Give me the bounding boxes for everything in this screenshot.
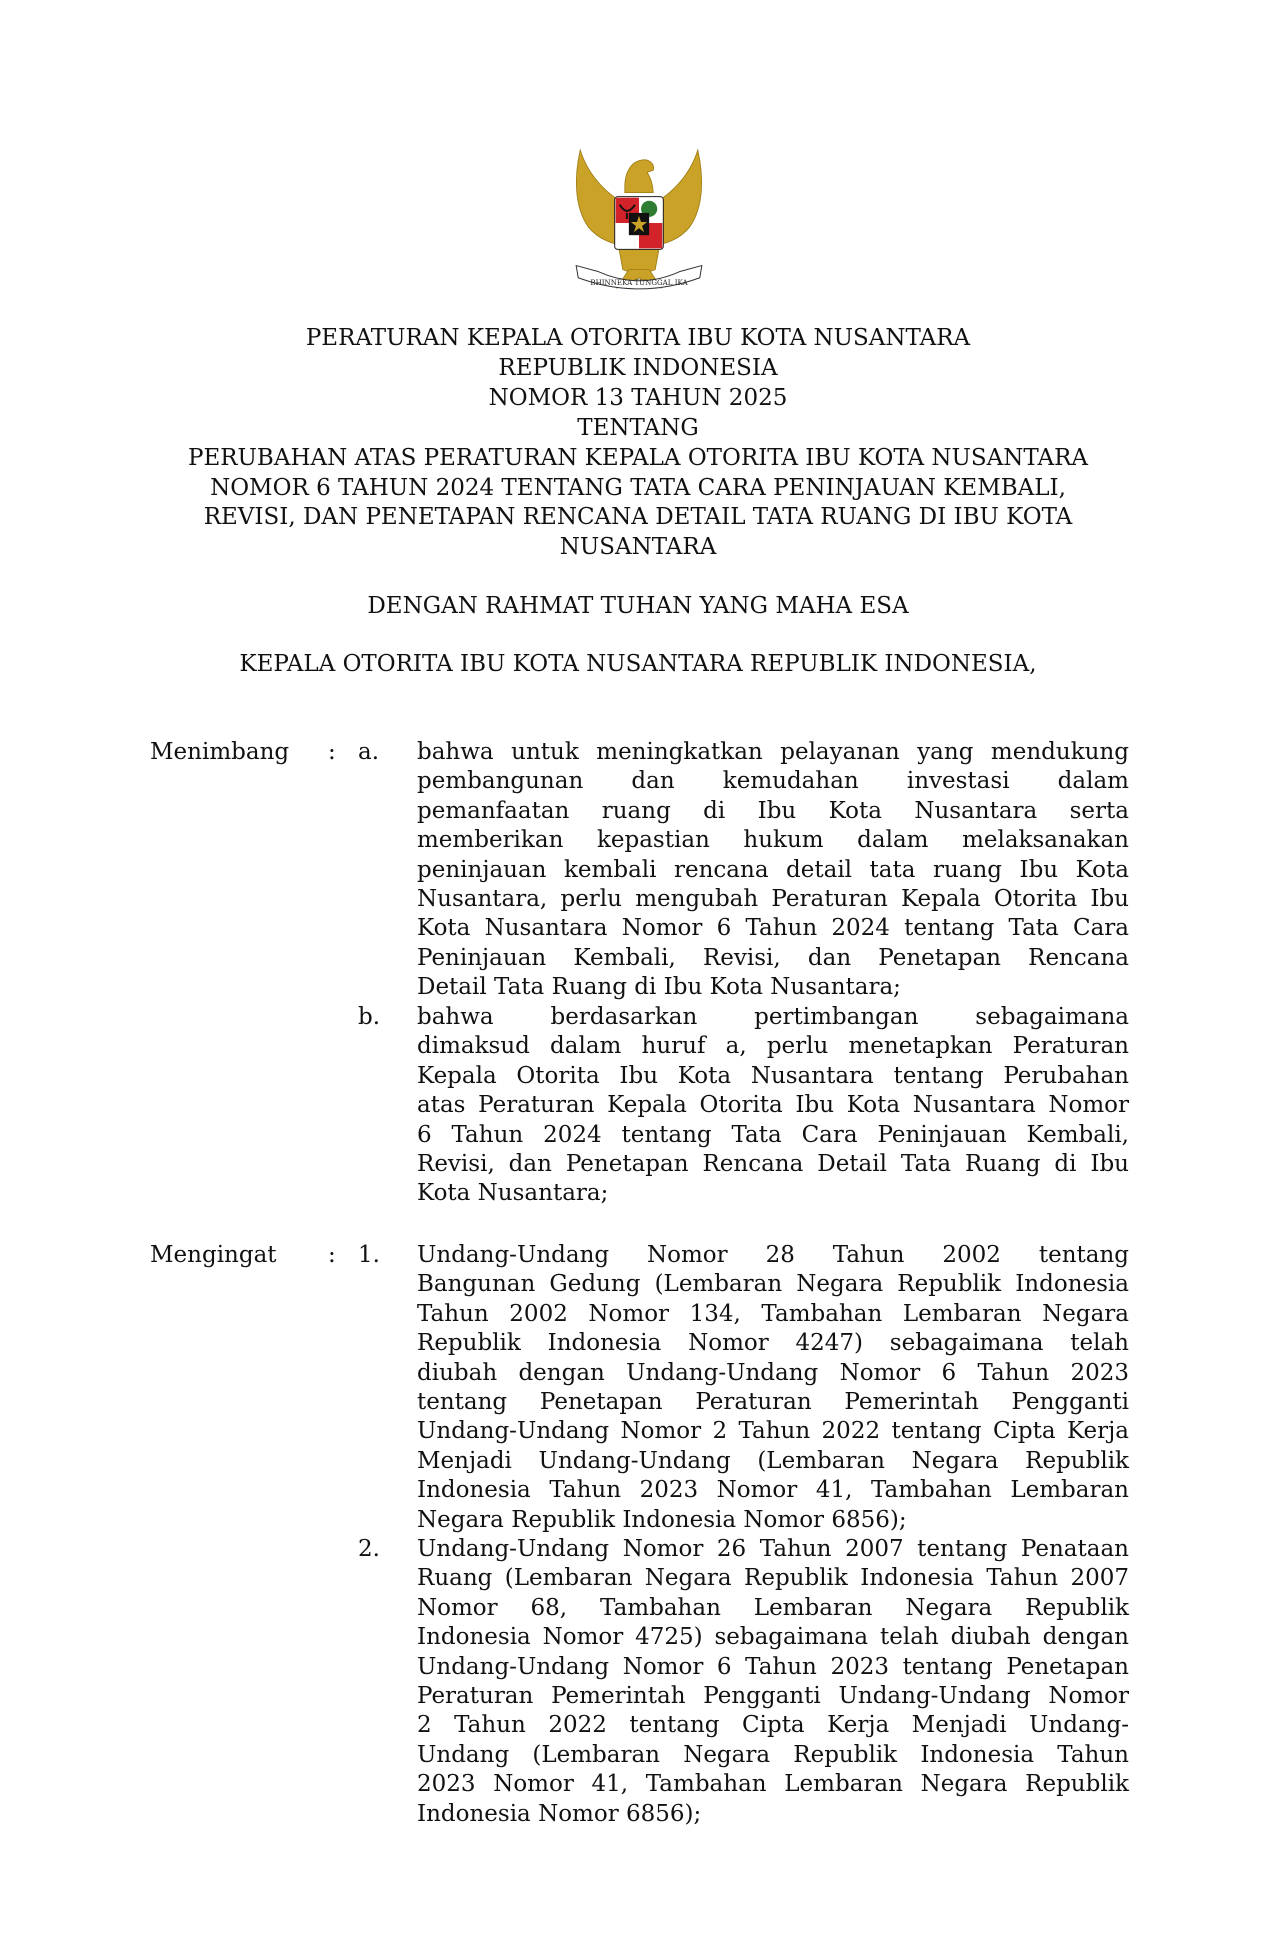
text-line: 2 Tahun 2022 tentang Cipta Kerja Menjadi Undang- [417, 1712, 1129, 1739]
item-paragraph [417, 738, 1129, 1003]
section-label: Menimbang [150, 739, 290, 765]
item-marker: 1. [358, 1242, 380, 1268]
text-line: Negara Republik Indonesia Nomor 6856); [417, 1506, 907, 1533]
text-line: Kota Nusantara Nomor 6 Tahun 2024 tentang Tata Cara [417, 915, 1129, 942]
text-line: pembangunan dan kemudahan investasi dalam [417, 768, 1129, 795]
item-paragraph [417, 1241, 1129, 1535]
title-line: NOMOR 6 TAHUN 2024 TENTANG TATA CARA PENINJAUAN KEMBALI, [210, 474, 1066, 501]
title-line: REVISI, DAN PENETAPAN RENCANA DETAIL TATA RUANG DI IBU KOTA [203, 504, 1073, 531]
text-line: Kepala Otorita Ibu Kota Nusantara tentang Perubahan [417, 1062, 1129, 1089]
title-line: NUSANTARA [559, 534, 717, 561]
blessing-line: DENGAN RAHMAT TUHAN YANG MAHA ESA [367, 593, 909, 619]
item-marker: 2. [358, 1536, 380, 1562]
text-line: Undang (Lembaran Negara Republik Indonesia Tahun [417, 1741, 1129, 1768]
text-line: Nomor 68, Tambahan Lembaran Negara Republik [417, 1594, 1129, 1621]
text-line: atas Peraturan Kepala Otorita Ibu Kota Nusantara Nomor [417, 1092, 1129, 1119]
section-colon: : [328, 1242, 336, 1268]
text-line: pemanfaatan ruang di Ibu Kota Nusantara serta [417, 797, 1129, 824]
text-line: Republik Indonesia Nomor 4247) sebagaimana telah [417, 1330, 1129, 1357]
text-line: peninjauan kembali rencana detail tata ruang Ibu Kota [417, 856, 1129, 883]
item-marker: b. [358, 1004, 381, 1030]
text-line: tentang Penetapan Peraturan Pemerintah Pengganti [417, 1388, 1129, 1415]
title-line: REPUBLIK INDONESIA [498, 354, 778, 381]
text-line: Undang-Undang Nomor 2 Tahun 2022 tentang Cipta Kerja [417, 1418, 1129, 1445]
title-line: PERUBAHAN ATAS PERATURAN KEPALA OTORITA IBU KOTA NUSANTARA [187, 444, 1089, 471]
text-line: Indonesia Tahun 2023 Nomor 41, Tambahan Lembaran [417, 1477, 1129, 1504]
section-colon: : [328, 739, 336, 765]
text-line: Detail Tata Ruang di Ibu Kota Nusantara; [417, 974, 901, 1001]
text-line: Peninjauan Kembali, Revisi, dan Penetapan Rencana [417, 944, 1129, 971]
text-line: diubah dengan Undang-Undang Nomor 6 Tahun 2023 [417, 1359, 1129, 1386]
text-line: Ruang (Lembaran Negara Republik Indonesia Tahun 2007 [417, 1565, 1129, 1592]
text-line: Kota Nusantara; [417, 1180, 609, 1207]
text-line: Nusantara, perlu mengubah Peraturan Kepala Otorita Ibu [417, 885, 1129, 912]
svg-text:BHINNEKA TUNGGAL IKA: BHINNEKA TUNGGAL IKA [590, 277, 688, 287]
text-line: Undang-Undang Nomor 28 Tahun 2002 tentang [417, 1242, 1129, 1268]
title-line: TENTANG [577, 414, 699, 441]
section-label: Mengingat [150, 1242, 277, 1268]
text-line: Peraturan Pemerintah Pengganti Undang-Undang Nomor [417, 1682, 1129, 1709]
text-line: Bangunan Gedung (Lembaran Negara Republik Indonesia [417, 1271, 1129, 1298]
text-line: memberikan kepastian hukum dalam melaksanakan [417, 827, 1129, 854]
text-line: Undang-Undang Nomor 26 Tahun 2007 tentang Penataan [417, 1536, 1129, 1562]
text-line: Revisi, dan Penetapan Rencana Detail Tata Ruang di Ibu [417, 1150, 1129, 1177]
authority-line: KEPALA OTORITA IBU KOTA NUSANTARA REPUBLIK INDONESIA, [239, 651, 1037, 677]
item-paragraph [417, 1003, 1129, 1209]
text-line: Menjadi Undang-Undang (Lembaran Negara Republik [417, 1447, 1129, 1474]
text-line: Indonesia Nomor 6856); [417, 1800, 702, 1827]
text-line: 6 Tahun 2024 tentang Tata Cara Peninjauan Kembali, [417, 1121, 1129, 1148]
text-line: 2023 Nomor 41, Tambahan Lembaran Negara Republik [417, 1771, 1129, 1798]
text-line: bahwa untuk meningkatkan pelayanan yang mendukung [417, 739, 1129, 765]
text-line: bahwa berdasarkan pertimbangan sebagaimana [417, 1004, 1129, 1030]
title-line: PERATURAN KEPALA OTORITA IBU KOTA NUSANTARA [305, 325, 971, 351]
garuda-pancasila-emblem [568, 146, 710, 298]
text-line: dimaksud dalam huruf a, perlu menetapkan Peraturan [417, 1033, 1129, 1060]
text-line: Tahun 2002 Nomor 134, Tambahan Lembaran Negara [417, 1300, 1129, 1327]
text-line: Indonesia Nomor 4725) sebagaimana telah diubah dengan [417, 1624, 1129, 1651]
text-line: Undang-Undang Nomor 6 Tahun 2023 tentang Penetapan [417, 1653, 1129, 1680]
item-paragraph [417, 1535, 1129, 1829]
shield [615, 197, 664, 250]
title-line: NOMOR 13 TAHUN 2025 [488, 384, 788, 411]
item-marker: a. [358, 739, 380, 765]
